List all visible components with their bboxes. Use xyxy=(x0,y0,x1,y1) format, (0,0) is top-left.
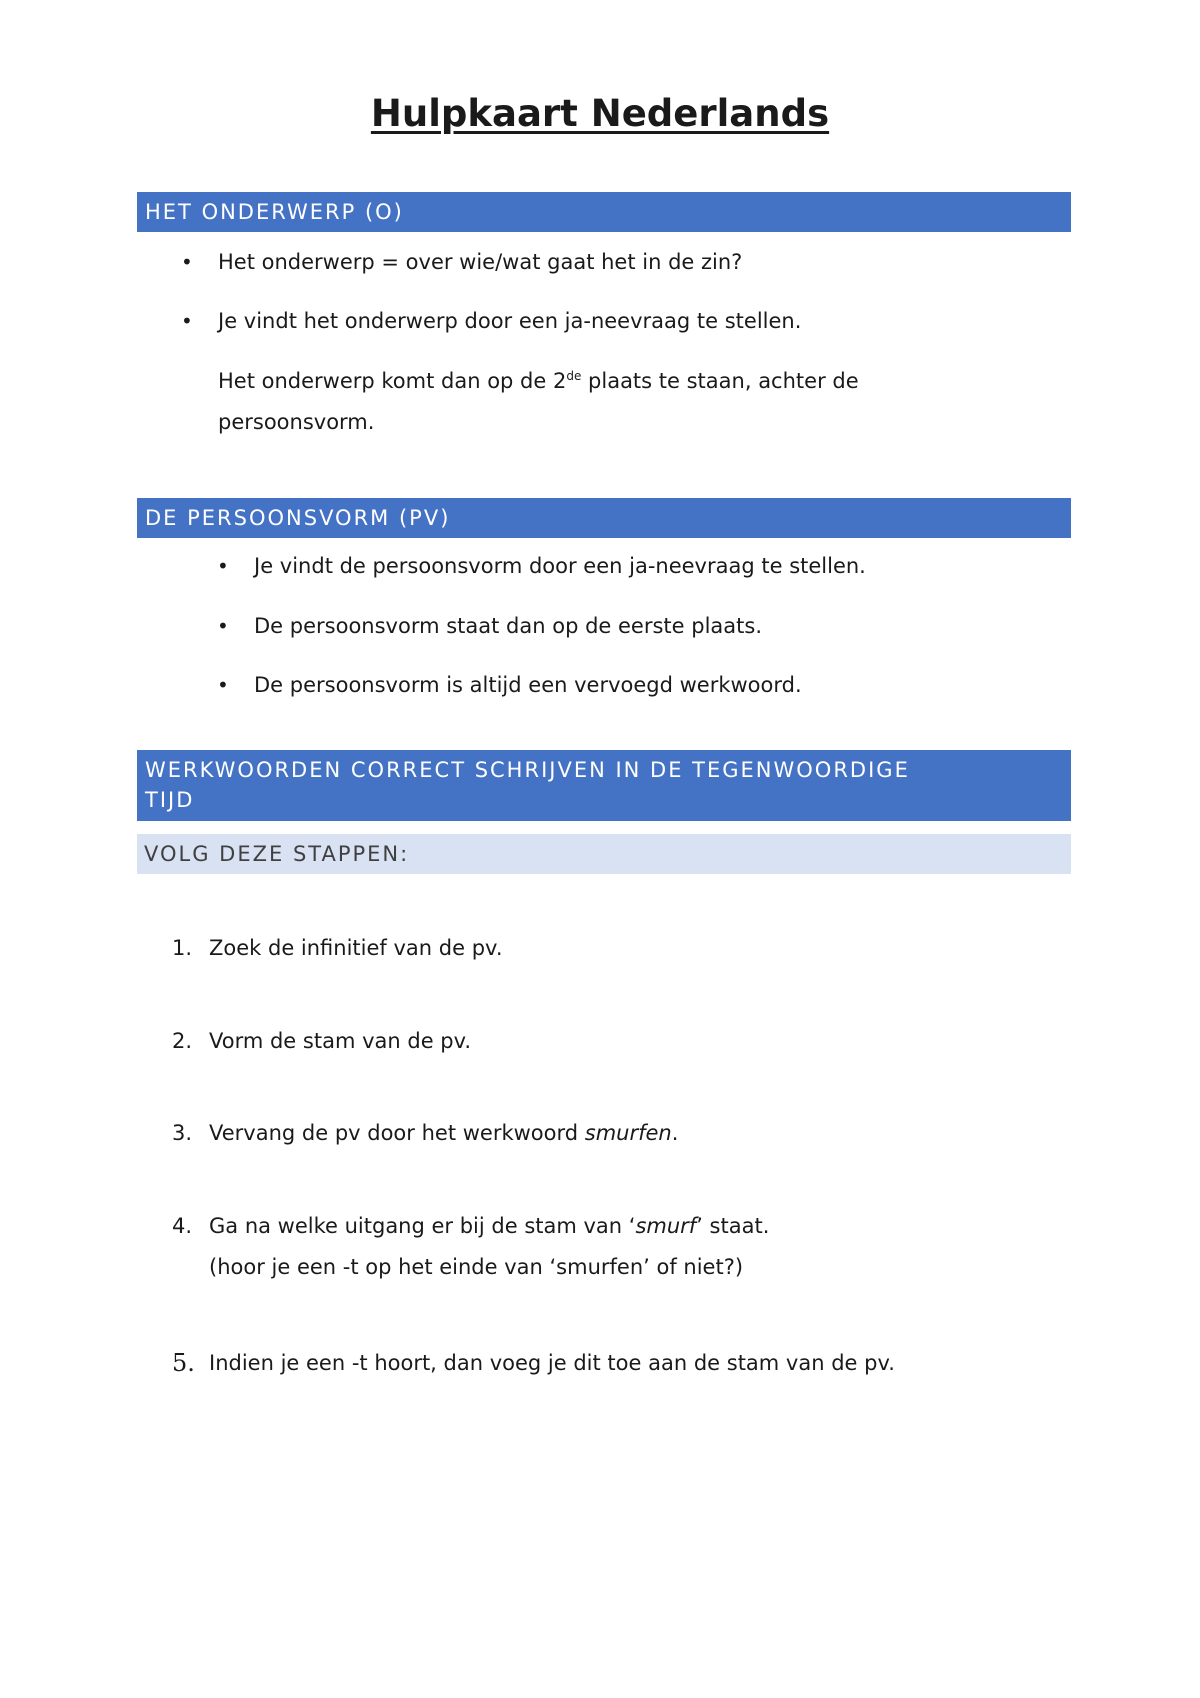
step-number: 2. xyxy=(172,1029,193,1053)
list-item: Je vindt het onderwerp door een ja-neevraag te stellen. xyxy=(218,309,802,333)
bullet-icon: • xyxy=(217,614,229,638)
section-heading-onderwerp xyxy=(137,192,1071,232)
subheading-text: VOLG DEZE STAPPEN: xyxy=(144,842,410,866)
step-text: Zoek de infinitief van de pv. xyxy=(209,936,503,960)
step-text-b: . xyxy=(671,1121,679,1145)
section-heading-text: DE PERSOONSVORM (PV) xyxy=(145,506,451,530)
step-number: 3. xyxy=(172,1121,193,1145)
step-number: 1. xyxy=(172,936,193,960)
step-text-b: ’ staat. xyxy=(696,1214,770,1238)
step-text-emphasis: smurfen xyxy=(584,1121,672,1145)
bullet-icon: • xyxy=(181,309,193,333)
list-item: Je vindt de persoonsvorm door een ja-neevraag te stellen. xyxy=(254,554,866,578)
continuation-text-a: Het onderwerp komt dan op de 2 xyxy=(218,369,567,393)
step-text: Indien je een -t hoort, dan voeg je dit toe aan de stam van de pv. xyxy=(209,1351,895,1375)
superscript: de xyxy=(566,369,582,383)
step-number: 5. xyxy=(172,1349,195,1377)
section-heading-werkwoorden xyxy=(137,750,1071,821)
step-text-a: Ga na welke uitgang er bij de stam van ‘ xyxy=(209,1214,636,1238)
step-text xyxy=(209,1211,769,1241)
step-text-emphasis: smurf xyxy=(635,1214,697,1238)
section-heading-text-line1: WERKWOORDEN CORRECT SCHRIJVEN IN DE TEGENWOORDIGE xyxy=(145,758,910,782)
continuation-text xyxy=(218,366,859,396)
step-number: 4. xyxy=(172,1214,193,1238)
page-title: Hulpkaart Nederlands xyxy=(370,92,830,135)
step-text-line2: (hoor je een -t op het einde van ‘smurfen’ of niet?) xyxy=(209,1255,744,1279)
bullet-icon: • xyxy=(217,673,229,697)
step-text-a: Vervang de pv door het werkwoord xyxy=(209,1121,585,1145)
continuation-text-line2: persoonsvorm. xyxy=(218,410,375,434)
section-heading-persoonsvorm xyxy=(137,498,1071,538)
bullet-icon: • xyxy=(217,554,229,578)
section-heading-text: HET ONDERWERP (O) xyxy=(145,200,404,224)
continuation-text-b: plaats te staan, achter de xyxy=(581,369,859,393)
list-item: Het onderwerp = over wie/wat gaat het in de zin? xyxy=(218,250,743,274)
list-item: De persoonsvorm staat dan op de eerste plaats. xyxy=(254,614,762,638)
subheading-band xyxy=(137,834,1071,874)
list-item: De persoonsvorm is altijd een vervoegd werkwoord. xyxy=(254,673,802,697)
step-text: Vorm de stam van de pv. xyxy=(209,1029,472,1053)
bullet-icon: • xyxy=(181,250,193,274)
section-heading-text-line2: TIJD xyxy=(145,788,195,812)
step-text xyxy=(209,1118,678,1148)
